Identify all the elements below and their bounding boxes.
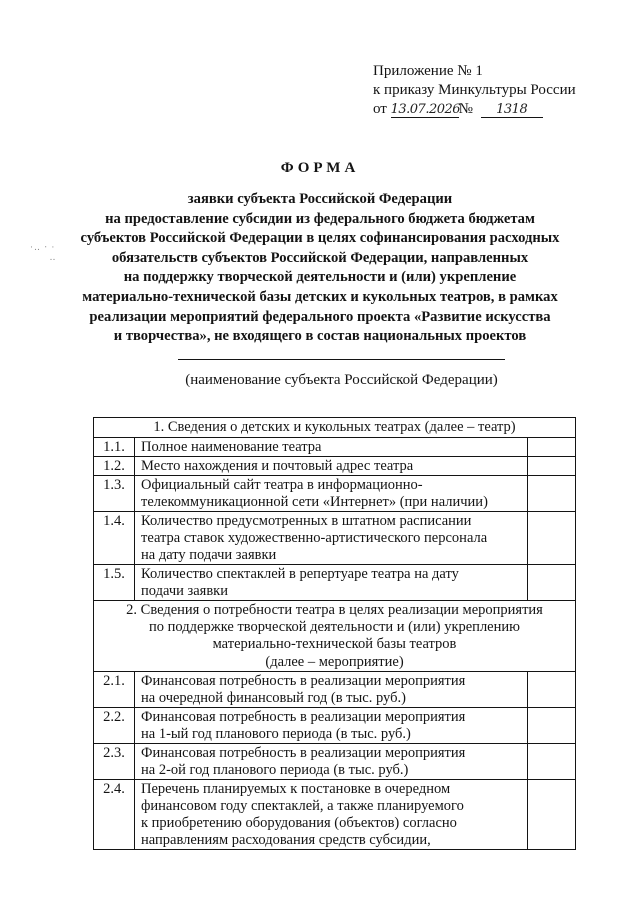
heading-line: субъектов Российской Федерации в целях софинансирования расходных <box>80 230 560 247</box>
section-1-header-row <box>94 418 576 438</box>
number-sign: № <box>458 101 473 117</box>
table-row <box>94 476 576 512</box>
heading-line: на предоставление субсидии из федерального бюджета бюджетам <box>105 210 535 227</box>
row-label: Перечень планируемых к постановке в очередном финансовом году спектаклей, а также планируемого к приобретению оборудования (объектов) согласно направлениям расходования средств субсидии, <box>135 779 528 849</box>
row-label: Финансовая потребность в реализации мероприятия на 1-ый год планового периода (в тыс. руб.) <box>135 707 528 743</box>
value-cell[interactable] <box>528 565 576 601</box>
section-2-header-row <box>94 601 576 672</box>
value-cell[interactable] <box>528 457 576 476</box>
table-row <box>94 743 576 779</box>
heading-line: на поддержку творческой деятельности и (или) укрепление <box>123 269 517 286</box>
row-label: Финансовая потребность в реализации мероприятия на 2-ой год планового периода (в тыс. руб.) <box>135 743 528 779</box>
row-label: Финансовая потребность в реализации мероприятия на очередной финансовый год (в тыс. руб.) <box>135 671 528 707</box>
appendix-block <box>373 62 576 119</box>
section-2-title: 2. Сведения о потребности театра в целях реализации мероприятия по поддержке творческой деятельности и (или) укреплению материально-технической базы театров (далее – мероприятие) <box>94 601 576 672</box>
heading-line: заявки субъекта Российской Федерации <box>187 191 453 207</box>
date-prefix: от <box>373 101 387 117</box>
row-number: 1.5. <box>94 565 135 601</box>
table-row <box>94 438 576 457</box>
appendix-title: Приложение № 1 <box>373 63 483 79</box>
row-label: Официальный сайт театра в информационно- телекоммуникационной сети «Интернет» (при наличии) <box>135 476 528 512</box>
row-label: Количество спектаклей в репертуаре театра на дату подачи заявки <box>135 565 528 601</box>
table-row <box>94 671 576 707</box>
row-number: 2.1. <box>94 671 135 707</box>
row-label: Полное наименование театра <box>135 438 528 457</box>
row-number: 2.3. <box>94 743 135 779</box>
row-number: 1.2. <box>94 457 135 476</box>
value-cell[interactable] <box>528 512 576 565</box>
appendix-order-ref: к приказу Минкультуры России <box>373 82 576 98</box>
form-heading <box>60 190 580 347</box>
row-label: Количество предусмотренных в штатном расписании театра ставок художественно-артистического персонала на дату подачи заявки <box>135 512 528 565</box>
value-cell[interactable] <box>528 476 576 512</box>
row-number: 1.1. <box>94 438 135 457</box>
application-form-table <box>93 417 576 850</box>
row-label: Место нахождения и почтовый адрес театра <box>135 457 528 476</box>
table-row <box>94 707 576 743</box>
value-cell[interactable] <box>528 743 576 779</box>
table-row <box>94 565 576 601</box>
row-number: 2.2. <box>94 707 135 743</box>
handwritten-date: 13.07.2026 <box>390 102 461 117</box>
table-row <box>94 779 576 849</box>
subject-name-caption: (наименование субъекта Российской Федерации) <box>185 372 498 388</box>
table-row <box>94 512 576 565</box>
scan-speck-marks: ·‥ ‧ · ‥ <box>30 242 57 262</box>
appendix-date-line <box>373 100 576 119</box>
value-cell[interactable] <box>528 438 576 457</box>
heading-line: и творчества», не входящего в состав национальных проектов <box>113 328 527 345</box>
value-cell[interactable] <box>528 779 576 849</box>
section-1-title: 1. Сведения о детских и кукольных театрах (далее – театр) <box>94 418 576 438</box>
row-number: 2.4. <box>94 779 135 849</box>
value-cell[interactable] <box>528 671 576 707</box>
heading-line: реализации мероприятий федерального проекта «Развитие искусства <box>89 308 551 325</box>
value-cell[interactable] <box>528 707 576 743</box>
subject-name-blank[interactable] <box>178 359 505 360</box>
heading-line: обязательств субъектов Российской Федерации, направленных <box>111 249 529 266</box>
form-title: ФОРМА <box>280 160 360 176</box>
heading-line: материально-технической базы детских и кукольных театров, в рамках <box>82 288 558 305</box>
table-row <box>94 457 576 476</box>
row-number: 1.4. <box>94 512 135 565</box>
handwritten-number: 1318 <box>481 102 543 118</box>
row-number: 1.3. <box>94 476 135 512</box>
